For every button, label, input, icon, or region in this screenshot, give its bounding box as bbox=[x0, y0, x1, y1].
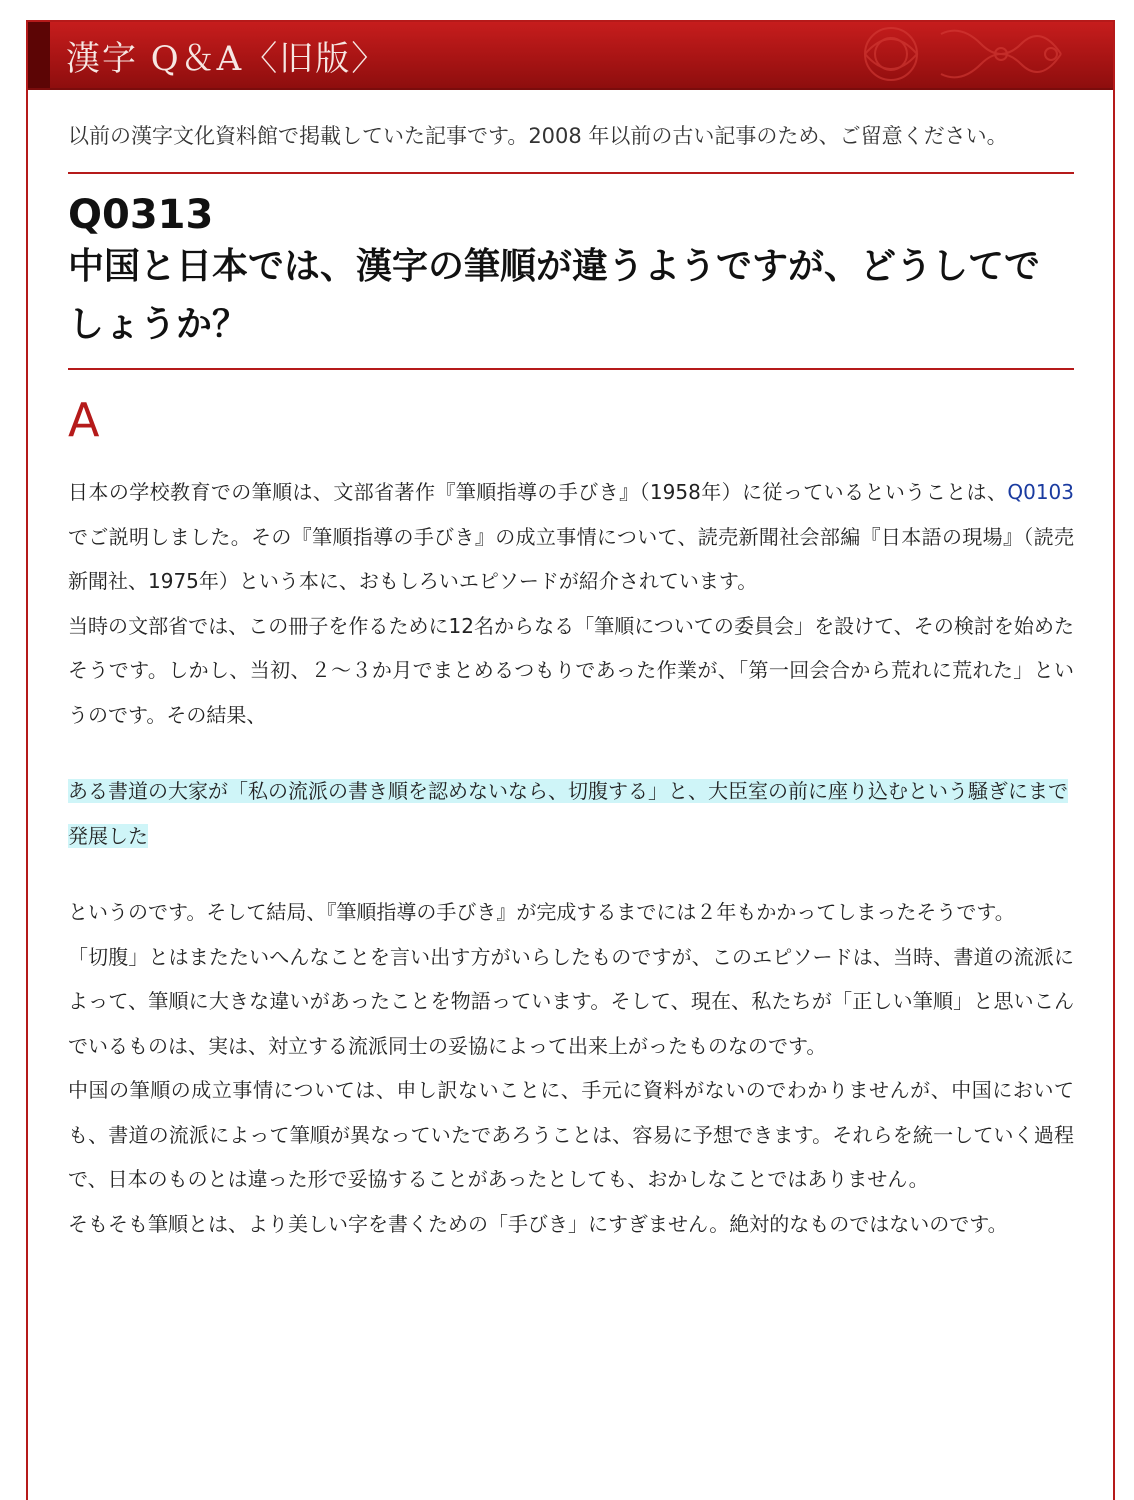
divider bbox=[68, 368, 1074, 370]
question-title: 中国と日本では、漢字の筆順が違うようですが、どうしてでしょうか？ bbox=[68, 246, 1041, 345]
quote-block bbox=[68, 769, 1074, 858]
highlighted-quote: ある書道の大家が「私の流派の書き順を認めないなら、切腹する」と、大臣室の前に座り込むという騒ぎにまで発展した bbox=[68, 779, 1068, 848]
divider bbox=[68, 172, 1074, 174]
question-block bbox=[68, 192, 1074, 354]
answer-paragraph-3: というのです。そして結局、『筆順指導の手びき』が完成するまでには２年もかかってしまったそうです。 bbox=[68, 900, 1015, 924]
q0103-link[interactable]: Q0103 bbox=[1007, 480, 1074, 504]
answer-paragraph-1 bbox=[68, 470, 1074, 604]
answer-paragraph-4: 「切腹」とはまたたいへんなことを言い出す方がいらしたものですが、このエピソードは、当時、書道の流派によって、筆順に大きな違いがあったことを物語っています。そして、現在、私たちが「正しい筆順」と思いこんでいるものは、実は、対立する流派同士の妥協によって出来上がったものなのです。 bbox=[68, 944, 1074, 1058]
answer-body bbox=[68, 470, 1074, 1246]
archive-notice: 以前の漢字文化資料館で掲載していた記事です。2008 年以前の古い記事のため、ご留意ください。 bbox=[68, 124, 1008, 148]
paragraph-text: でご説明しました。その『筆順指導の手びき』の成立事情について、読売新聞社会部編『日本語の現場』（読売新聞社、1975年）という本に、おもしろいエピソードが紹介されています。 bbox=[68, 524, 1074, 593]
header-banner bbox=[28, 22, 1113, 90]
page-frame bbox=[26, 20, 1115, 1500]
answer-paragraph-5: 中国の筆順の成立事情については、申し訳ないことに、手元に資料がないのでわかりませんが、中国においても、書道の流派によって筆順が異なっていたであろうことは、容易に予想できます。それらを統一していく過程で、日本のものとは違った形で妥協することがあったとしても、おかしなことではありません。 bbox=[68, 1078, 1074, 1191]
answer-paragraph-6: そもそも筆順とは、より美しい字を書くための「手びき」にすぎません。絶対的なものではないのです。 bbox=[68, 1211, 1008, 1236]
banner-accent bbox=[28, 22, 50, 88]
article bbox=[68, 88, 1074, 1246]
answer-marker: A bbox=[68, 393, 100, 447]
answer-paragraph-2: 当時の文部省では、この冊子を作るために12名からなる「筆順についての委員会」を設けて、その検討を始めたそうです。しかし、当初、２〜３か月でまとめるつもりであった作業が、「第一回会合から荒れに荒れた」というのです。その結果、 bbox=[68, 613, 1074, 727]
site-title: 漢字 Q＆A〈旧版〉 bbox=[66, 39, 388, 79]
question-id: Q0313 bbox=[68, 192, 214, 238]
paragraph-text: 日本の学校教育での筆順は、文部省著作『筆順指導の手びき』（1958年）に従っているということは、 bbox=[68, 480, 1008, 504]
ornament-pattern-icon bbox=[801, 24, 1101, 86]
